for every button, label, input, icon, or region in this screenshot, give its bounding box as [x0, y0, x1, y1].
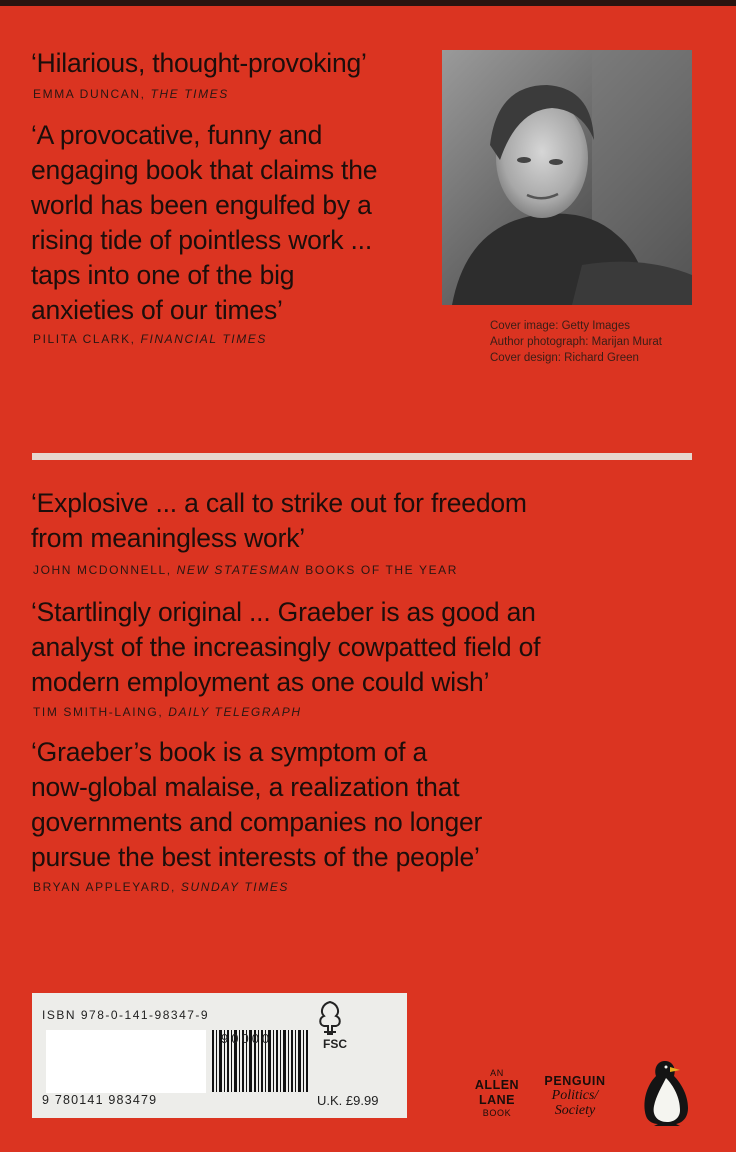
fsc-label: FSC: [323, 1037, 347, 1051]
quote-line: analyst of the increasingly cowpatted field of: [31, 632, 541, 662]
imprint-an: AN: [490, 1068, 504, 1078]
quote-line: taps into one of the big: [31, 260, 295, 290]
attribution-name: EMMA DUNCAN,: [33, 87, 146, 101]
quote-line: world has been engulfed by a: [31, 190, 372, 220]
cover-credits: [490, 318, 662, 366]
barcode-number: 9 780141 983479: [42, 1093, 158, 1107]
quote-4: [31, 595, 540, 700]
penguin-logo-graphic: [636, 1058, 698, 1128]
quote-5-attribution: [33, 880, 289, 894]
quote-5: [31, 735, 482, 875]
attribution-publication: DAILY TELEGRAPH: [168, 705, 302, 719]
imprint-book: BOOK: [482, 1108, 512, 1118]
attribution-name: PILITA CLARK,: [33, 332, 136, 346]
quote-line: pursue the best interests of the people’: [31, 842, 480, 872]
quote-line: now-global malaise, a realization that: [31, 772, 460, 802]
isbn-text: ISBN 978-0-141-98347-9: [42, 1008, 210, 1022]
attribution-suffix: BOOKS OF THE YEAR: [305, 563, 459, 577]
attribution-publication: THE TIMES: [150, 87, 229, 101]
divider-bar: [32, 453, 692, 460]
quote-line: rising tide of pointless work ...: [31, 225, 372, 255]
quote-3-attribution: [33, 563, 458, 577]
imprint-allen: ALLEN: [474, 1078, 520, 1092]
barcode-label-patch: [46, 1030, 206, 1093]
author-photo-image: [442, 50, 692, 305]
attribution-publication: FINANCIAL TIMES: [140, 332, 268, 346]
fsc-logo-graphic: [310, 998, 350, 1038]
quote-line: anxieties of our times’: [31, 295, 283, 325]
allen-lane-imprint: [462, 1068, 532, 1118]
quote-line: governments and companies no longer: [31, 807, 483, 837]
attribution-publication: NEW STATESMAN: [176, 563, 301, 577]
credit-line: Cover image: Getty Images: [490, 320, 630, 332]
quote-line: engaging book that claims the: [31, 155, 378, 185]
credit-line: Cover design: Richard Green: [490, 352, 639, 364]
quote-line: ‘Explosive ... a call to strike out for freedom: [31, 488, 527, 518]
quote-line: ‘Graeber’s book is a symptom of a: [31, 737, 427, 767]
quote-2-attribution: [33, 332, 267, 346]
penguin-category: [535, 1074, 615, 1118]
author-photo: [442, 50, 692, 305]
quote-line: modern employment as one could wish’: [31, 667, 490, 697]
imprint-lane: LANE: [478, 1093, 516, 1107]
publisher-name: PENGUIN: [544, 1074, 606, 1088]
price-code: 90000: [221, 1031, 273, 1046]
quote-line: ‘Startlingly original ... Graeber is as good an: [31, 597, 536, 627]
quote-2: [31, 118, 377, 328]
quote-4-attribution: [33, 705, 302, 719]
quote-line: ‘Hilarious, thought-provoking’: [31, 48, 367, 78]
penguin-logo-icon: [636, 1058, 698, 1133]
quote-1-attribution: [33, 87, 229, 101]
quote-line: ‘A provocative, funny and: [31, 120, 323, 150]
top-edge: [0, 0, 736, 6]
price-label: U.K. £9.99: [317, 1093, 379, 1108]
credit-line: Author photograph: Marijan Murat: [490, 336, 662, 348]
category-line-2: Society: [554, 1103, 596, 1118]
attribution-name: BRYAN APPLEYARD,: [33, 880, 176, 894]
attribution-name: JOHN MCDONNELL,: [33, 563, 172, 577]
category-line-1: Politics/: [551, 1088, 599, 1103]
quote-line: from meaningless work’: [31, 523, 305, 553]
quote-3: [31, 486, 527, 556]
quote-1: [31, 46, 367, 81]
barcode-box: [32, 993, 407, 1118]
attribution-name: TIM SMITH-LAING,: [33, 705, 164, 719]
attribution-publication: SUNDAY TIMES: [180, 880, 290, 894]
